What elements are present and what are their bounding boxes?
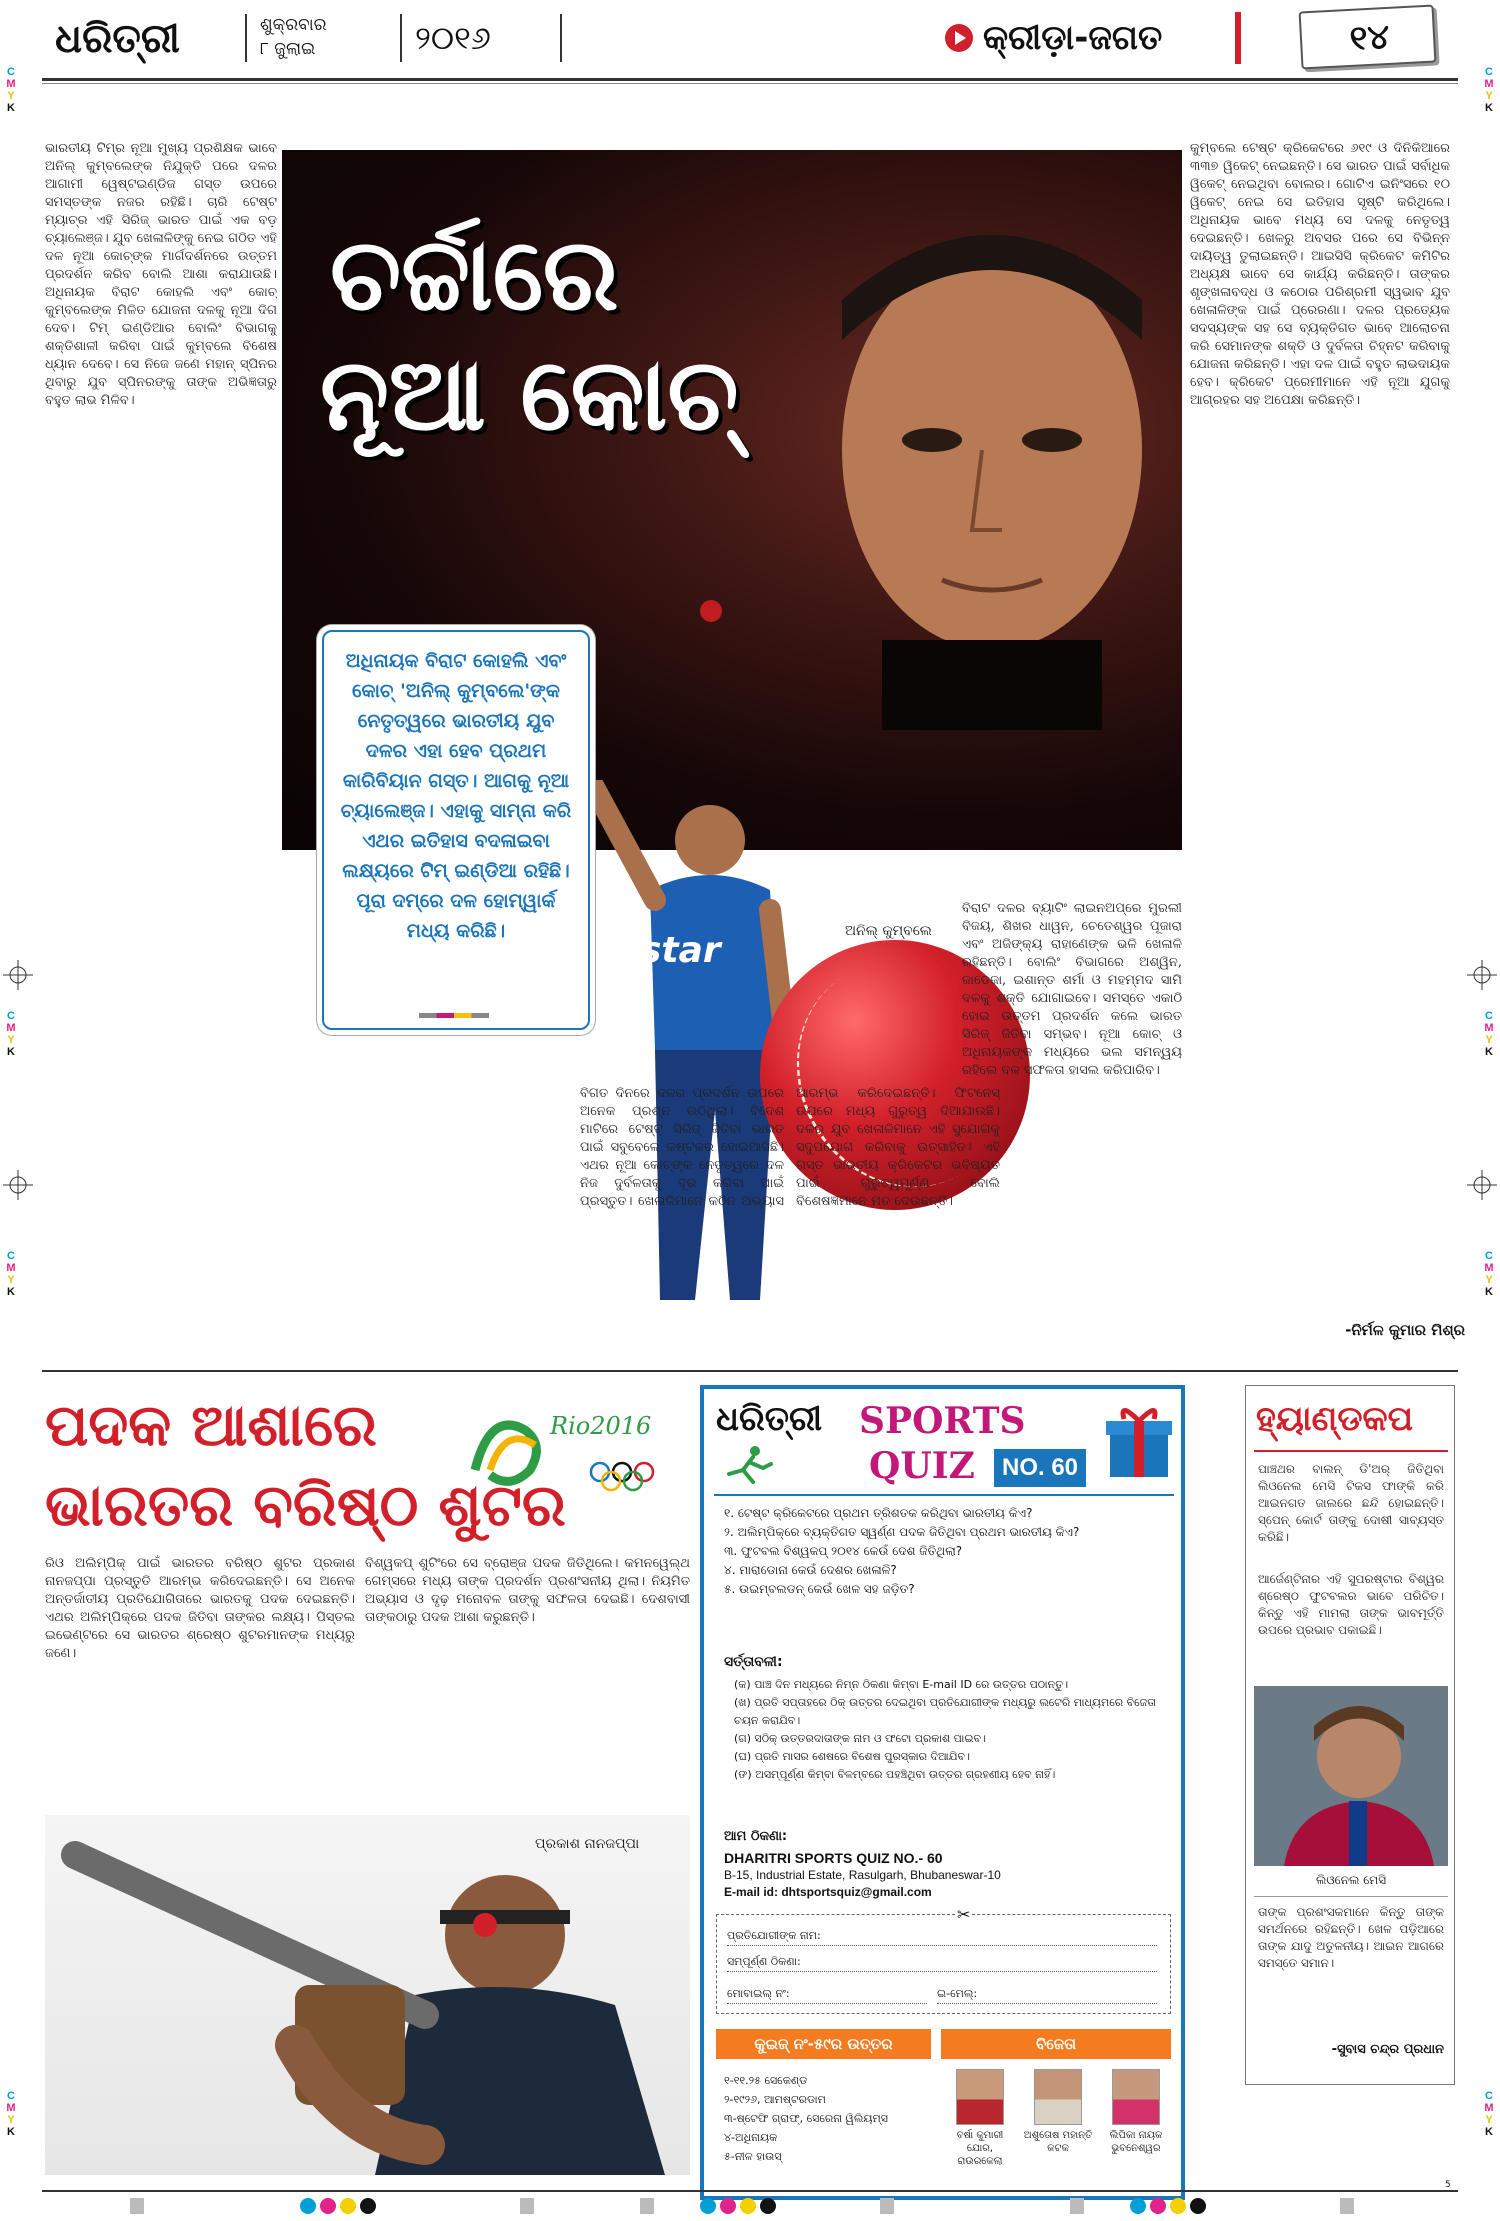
messi-photo: [1254, 1686, 1448, 1866]
winner-photo: [1034, 2069, 1082, 2125]
quiz-rule: (ଙ) ଅସମ୍ପୂର୍ଣ୍ଣ କିମ୍ବା ବିଳମ୍ବରେ ପହଞ୍ଚିଥିବା ଉତ୍ତର ଗ୍ରହଣୀୟ ହେବ ନାହିଁ।: [734, 1768, 1056, 1781]
print-color-bar: [0, 2196, 1500, 2220]
messi-photo-caption: ଲିଓନେଲ ମେସି: [1315, 1873, 1387, 1887]
play-icon: [945, 24, 973, 52]
color-mark-right: C M Y K: [1484, 1010, 1494, 1058]
color-mark-left: C M Y K: [6, 1250, 16, 1298]
color-mark-right: C M Y K: [1484, 66, 1494, 114]
registration-mark-icon: [3, 960, 33, 990]
winner-place: ଯୋର, ରାଉରକେଲା: [957, 2143, 1003, 2167]
quiz-entry-form: [716, 1905, 1171, 2014]
masthead-bottom-rule: [42, 78, 1458, 81]
quiz-rule: (ଘ) ପ୍ରତି ମାସର ଶେଷରେ ବିଶେଷ ପୁରସ୍କାର ଦିଆଯିବ।: [734, 1750, 970, 1763]
quiz-answer: ୫-ନୀଳ ହାଉସ୍: [724, 2150, 782, 2163]
winner-place: ଭୁବନେଶ୍ୱର: [1111, 2143, 1161, 2154]
quiz-address-line2: B-15, Industrial Estate, Rasulgarh, Bhubaneswar-10: [724, 1868, 1001, 1882]
lead-column-3: ବିରାଟ ଦଳର ବ୍ୟାଟିଂ ଲାଇନଅପ୍‌ରେ ମୁରଲୀ ବିଜୟ, ଶିଖର ଧାୱନ, ଚେତେଶ୍ୱର ପୂଜାରା ଏବଂ ଅଜିଙ୍କ୍ୟ ରାହାଣେଙ୍କ ଭଳି ଖେଳାଳି ରହିଛନ୍ତି। ବୋଲିଂ ବିଭାଗରେ ଅଶ୍ୱିନ, ଜାଡେଜା, ଇଶାନ୍ତ ଶର୍ମା ଓ ମହମ୍ମଦ ସାମି ଦଳକୁ ଶକ୍ତି ଯୋଗାଇବେ। ସମସ୍ତେ ଏକାଠି ହୋଇ ଉତ୍ତମ ପ୍ରଦର୍ଶନ କଲେ ଭାରତ ସିରିଜ୍ ଜିତିବା ସମ୍ଭବ। ନୂଆ କୋଚ୍ ଓ ଅଧିନାୟକଙ୍କ ମଧ୍ୟରେ ଭଲ ସମନ୍ୱୟ ରହିଲେ ଦଳ ସଫଳତା ହାସଲ କରିପାରିବ।: [962, 901, 1182, 1078]
section-accent: [1235, 12, 1241, 64]
lead-headline-line2: ନୂଆ କୋଚ୍: [320, 336, 739, 453]
lead-photo-caption: ଅନିଲ୍ କୁମ୍ବଲେ: [845, 923, 932, 939]
handshake-body-1: ପାଞ୍ଚଥର ବାଲନ୍ ଡି'ଅର୍ ଜିତିଥିବା ଲିଓନେଲ ମେସି ଟିକସ ଫାଙ୍କି କରି ଆଇନଗତ ଜାଲରେ ଛନ୍ଦି ହୋଇଛନ୍ତି। ସ୍ପେନ୍ କୋର୍ଟ ତାଙ୍କୁ ଦୋଷୀ ସାବ୍ୟସ୍ତ କରିଛି।: [1258, 1462, 1444, 1544]
form-name-label: ପ୍ରତିଯୋଗୀଙ୍କ ନାମ:: [727, 1929, 821, 1942]
quiz-question: ୧. ଟେଷ୍ଟ କ୍ରିକେଟରେ ପ୍ରଥମ ତ୍ରିଶତକ କରିଥିବା ଭାରତୀୟ କିଏ?: [724, 1506, 1033, 1520]
masthead-divider: [400, 14, 402, 62]
shooter-photo: [45, 1815, 690, 2175]
black-dot: [360, 2198, 376, 2214]
grey-patch: [880, 2198, 894, 2214]
handshake-panel: [1245, 1385, 1455, 2085]
shooting-column-2: ବିଶ୍ୱକପ୍ ଶୁଟିଂରେ ସେ ବ୍ରୋଞ୍ଜ ପଦକ ଜିତିଥିଲେ। କମନୱେଲ୍‌ଥ ଗେମ୍‌ସରେ ମଧ୍ୟ ତାଙ୍କ ପ୍ରଦର୍ଶନ ପ୍ରଶଂସନୀୟ ଥିଲା। ନିୟମିତ ଅଭ୍ୟାସ ଓ ଦୃଢ଼ ମନୋବଳ ତାଙ୍କୁ ସଫଳତା ଦେଇଛି। ଦେଶବାସୀ ତାଙ୍କଠାରୁ ପଦକ ଆଶା କରୁଛନ୍ତି।: [365, 1556, 690, 1625]
form-mobile-field[interactable]: [727, 1985, 927, 2004]
yellow-dot: [740, 2198, 756, 2214]
shooting-column-1: ରିଓ ଅଲିମ୍ପିକ୍ ପାଇଁ ଭାରତର ବରିଷ୍ଠ ଶୁଟର ପ୍ରକାଶ ନାନଜପ୍ପା ପ୍ରସ୍ତୁତି ଆରମ୍ଭ କରିଦେଇଛନ୍ତି। ସେ ଅନେକ ଅନ୍ତର୍ଜାତୀୟ ପ୍ରତିଯୋଗିତାରେ ଭାରତକୁ ପଦକ ଦେଇଛନ୍ତି। ଏଥର ଅଲିମ୍ପିକ୍‌ରେ ପଦକ ଜିତିବା ତାଙ୍କର ଲକ୍ଷ୍ୟ। ପିସ୍ତଲ ଇଭେଣ୍ଟରେ ସେ ଭାରତର ଶ୍ରେଷ୍ଠ ଶୁଟରମାନଙ୍କ ମଧ୍ୟରୁ ଜଣେ।: [45, 1556, 355, 1661]
masthead-day: ଶୁକ୍ରବାର: [260, 15, 327, 35]
magenta-dot: [720, 2198, 736, 2214]
registration-mark-icon: [1467, 960, 1497, 990]
scissors-icon: ✂: [957, 1905, 971, 1924]
grey-patch: [520, 2198, 534, 2214]
form-address-field[interactable]: [727, 1953, 1157, 1972]
registration-mark-icon: [1467, 1170, 1497, 1200]
cyan-dot: [700, 2198, 716, 2214]
color-mark-left: C M Y K: [6, 66, 16, 114]
winner-name: ବର୍ଷା କୁମାରୀ: [956, 2130, 1004, 2141]
winners-title: ବିଜେତା: [1035, 2035, 1077, 2053]
lead-headline: [320, 215, 780, 455]
masthead-year: ୨୦୧୬: [415, 19, 491, 57]
handshake-body-3: ତାଙ୍କ ପ୍ରଶଂସକମାନେ କିନ୍ତୁ ତାଙ୍କ ସମର୍ଥନରେ ରହିଛନ୍ତି। ଖେଳ ପଡ଼ିଆରେ ତାଙ୍କ ଯାଦୁ ଅତୁଳନୀୟ। ଆଇନ ଆଗରେ ସମସ୍ତେ ସମାନ।: [1258, 1905, 1444, 1970]
small-ball-icon: [700, 600, 722, 622]
quiz-question: ୨. ଅଲିମ୍ପିକ୍‌ରେ ବ୍ୟକ୍ତିଗତ ସ୍ୱର୍ଣ୍ଣ ପଦକ ଜିତିଥିବା ପ୍ରଥମ ଭାରତୀୟ କିଏ?: [724, 1525, 1080, 1539]
winner-card: [1022, 2069, 1094, 2155]
quiz-answer: ୪-ଅଧିନାୟକ: [724, 2131, 778, 2144]
winner-name: ଲିପିକା ନାୟକ: [1109, 2130, 1163, 2141]
quiz-question: ୩. ଫୁଟବଲ ବିଶ୍ୱକପ୍ ୨୦୧୪ କେଉଁ ଦେଶ ଜିତିଥିଲା?: [724, 1544, 963, 1558]
runner-icon: [719, 1444, 779, 1484]
gift-box-icon: [1104, 1401, 1174, 1481]
lead-byline: -ନିର୍ମଳ କୁମାର ମିଶ୍ର: [1345, 1321, 1465, 1339]
winner-place: କଟକ: [1047, 2143, 1069, 2154]
answers-title-bar: [716, 2029, 931, 2059]
handshake-body-3-rule: [1254, 1896, 1448, 1897]
winner-card: [1100, 2069, 1172, 2155]
lead-column-4: କୁମ୍ବଲେ ଟେଷ୍ଟ କ୍ରିକେଟରେ ୬୧୯ ଓ ଦିନିକିଆରେ ୩୩୭ ୱିକେଟ୍ ନେଇଛନ୍ତି। ସେ ଭାରତ ପାଇଁ ସର୍ବାଧିକ ୱିକେଟ୍ ନେଇଥିବା ବୋଲର। ଗୋଟିଏ ଇନିଂସରେ ୧୦ ୱିକେଟ୍ ନେଇ ସେ ଇତିହାସ ସୃଷ୍ଟି କରିଥିଲେ। ଅଧିନାୟକ ଭାବେ ମଧ୍ୟ ସେ ଦଳକୁ ନେତୃତ୍ୱ ଦେଇଛନ୍ତି। ଖେଳରୁ ଅବସର ପରେ ସେ ବିଭିନ୍ନ ଦାୟିତ୍ୱ ତୁଲାଇଛନ୍ତି। ଆଇସିସି କ୍ରିକେଟ କମିଟିର ଅଧ୍ୟକ୍ଷ ଭାବେ ସେ କାର୍ଯ୍ୟ କରିଛନ୍ତି। ତାଙ୍କର ଶୃଙ୍ଖଳାବଦ୍ଧ ଓ କଠୋର ପରିଶ୍ରମୀ ସ୍ୱଭାବ ଯୁବ ଖେଳାଳିଙ୍କ ପାଇଁ ପ୍ରେରଣା। ଦଳର ପ୍ରତ୍ୟେକ ସଦସ୍ୟଙ୍କ ସହ ସେ ବ୍ୟକ୍ତିଗତ ଭାବେ ଆଲୋଚନା କରି ସେମାନଙ୍କ ଶକ୍ତି ଓ ଦୁର୍ବଳତା ଚିହ୍ନଟ କରିବାକୁ ଯୋଜନା କରିଛନ୍ତି। ଏହା ଦଳ ପାଇଁ ବହୁତ ଲାଭଦାୟକ ହେବ। କ୍ରିକେଟ ପ୍ରେମୀମାନେ ଏହି ନୂଆ ଯୁଗକୁ ଆଗ୍ରହର ସହ ଅପେକ୍ଷା କରିଛନ୍ତି।: [1190, 141, 1450, 408]
grey-patch: [1340, 2198, 1354, 2214]
winner-photo: [1112, 2069, 1160, 2125]
lead-column-1: ଭାରତୀୟ ଟିମ୍‌ର ନୂଆ ମୁଖ୍ୟ ପ୍ରଶିକ୍ଷକ ଭାବେ ଅନିଲ୍ କୁମ୍ବଲେଙ୍କ ନିଯୁକ୍ତି ପରେ ଦଳର ଆଗାମୀ ୱେଷ୍ଟଇଣ୍ଡିଜ ଗସ୍ତ ଉପରେ ସମସ୍ତଙ୍କ ନଜର ରହିଛି। ଚାରି ଟେଷ୍ଟ ମ୍ୟାଚ୍‌ର ଏହି ସିରିଜ୍ ଭାରତ ପାଇଁ ଏକ ବଡ଼ ଚ୍ୟାଲେଞ୍ଜ। ଯୁବ ଖେଳାଳିଙ୍କୁ ନେଇ ଗଠିତ ଏହି ଦଳ ନୂଆ କୋଚ୍‌ଙ୍କ ମାର୍ଗଦର୍ଶନରେ ଉତ୍ତମ ପ୍ରଦର୍ଶନ କରିବ ବୋଲି ଆଶା କରାଯାଉଛି। ଅଧିନାୟକ ବିରାଟ କୋହଲି ଏବଂ କୋଚ୍ କୁମ୍ବଲେଙ୍କ ମିଳିତ ଯୋଜନା ଦଳକୁ ନୂଆ ଦିଗ ଦେବ। ଟିମ୍ ଇଣ୍ଡିଆର ବୋଲିଂ ବିଭାଗକୁ ଶକ୍ତିଶାଳୀ କରିବା ପାଇଁ କୁମ୍ବଲେ ବିଶେଷ ଧ୍ୟାନ ଦେବେ। ସେ ନିଜେ ଜଣେ ମହାନ୍ ସ୍ପିନର ଥିବାରୁ ଯୁବ ସ୍ପିନରଙ୍କୁ ତାଙ୍କ ଅଭିଜ୍ଞତାରୁ ବହୁତ ଲାଭ ମିଳିବ।: [45, 141, 277, 408]
quiz-answer: ୩-ଷ୍ଟେଫି ଗ୍ରାଫ୍, ସେରେନା ୱିଲିୟମ୍ସ: [724, 2112, 888, 2125]
coach-portrait: [802, 210, 1162, 730]
page-number: ୧୪: [1348, 16, 1391, 59]
quiz-title-quiz: QUIZ: [869, 1445, 975, 1487]
quiz-logo: ଧରିତ୍ରୀ: [716, 1399, 823, 1439]
quiz-rule: (ଖ) ପ୍ରତି ସପ୍ତାହରେ ଠିକ୍ ଉତ୍ତର ଦେଇଥିବା ପ୍ରତିଯୋଗୀଙ୍କ ମଧ୍ୟରୁ ଲଟେରି ମାଧ୍ୟମରେ ବିଜେତା ଚୟନ କରାଯିବ।: [734, 1696, 1156, 1727]
masthead-bottom-rule-thin: [42, 83, 1458, 84]
form-mobile-label: ମୋବାଇଲ୍ ନଂ:: [727, 1987, 790, 2000]
footer-rule: [42, 2190, 1458, 2192]
quiz-answer: ୨-୧୯୨୬, ଆମଷ୍ଟରଡାମ: [724, 2093, 826, 2106]
color-mark-right: C M Y K: [1484, 1250, 1494, 1298]
yellow-dot: [340, 2198, 356, 2214]
pull-quote-text: ଅଧିନାୟକ ବିରାଟ କୋହଲି ଏବଂ କୋଚ୍ 'ଅନିଲ୍ କୁମ୍ବଲେ'ଙ୍କ ନେତୃତ୍ୱରେ ଭାରତୀୟ ଯୁବ ଦଳର ଏହା ହେବ ପ୍ରଥମ କାରିବିୟାନ ଗସ୍ତ। ଆଗକୁ ନୂଆ ଚ୍ୟାଲେଞ୍ଜ। ଏହାକୁ ସାମ୍ନା କରି ଏଥର ଇତିହାସ ବଦଳାଇବା ଲକ୍ଷ୍ୟରେ ଟିମ୍ ଇଣ୍ଡିଆ ରହିଛି। ପୂରା ଦମ୍‌ରେ ଦଳ ହୋମ୍‌ୱାର୍କ ମଧ୍ୟ କରିଛି।: [340, 650, 572, 942]
grey-patch: [640, 2198, 654, 2214]
quiz-title-sports: SPORTS: [859, 1400, 1026, 1442]
sports-quiz-panel: [700, 1385, 1185, 2200]
form-email-field[interactable]: [937, 1985, 1157, 2004]
masthead-divider: [560, 14, 562, 62]
shooting-headline-line1: ପଦକ ଆଶାରେ: [45, 1391, 377, 1459]
color-mark-right: C M Y K: [1484, 2090, 1494, 2138]
grey-patch: [130, 2198, 144, 2214]
cyan-dot: [1130, 2198, 1146, 2214]
winner-photo: [956, 2069, 1004, 2125]
jersey-logo: star: [640, 930, 721, 971]
quiz-question: ୫. ଉଇମ୍ବଲଡନ୍ କେଉଁ ଖେଳ ସହ ଜଡ଼ିତ?: [724, 1582, 915, 1596]
magenta-dot: [1150, 2198, 1166, 2214]
winners-title-bar: [941, 2029, 1171, 2059]
masthead: [55, 8, 1440, 70]
quiz-questions: [724, 1504, 1174, 1599]
winner-name: ଅଶୁତୋଷ ମହାନ୍ତି: [1023, 2130, 1093, 2141]
quiz-rules: [734, 1676, 1174, 1784]
form-address-label: ସମ୍ପୂର୍ଣ୍ଣ ଠିକଣା:: [727, 1955, 801, 1968]
quiz-address-line1: DHARITRI SPORTS QUIZ NO.- 60: [724, 1850, 943, 1866]
shooter-photo-caption: ପ୍ରକାଶ ନାନଜପ୍ପା: [535, 1836, 640, 1852]
pull-quote-box: [322, 630, 590, 1030]
quiz-rule: (କ) ପାଞ୍ଚ ଦିନ ମଧ୍ୟରେ ନିମ୍ନ ଠିକଣା କିମ୍ବା E-mail ID ରେ ଉତ୍ତର ପଠାନ୍ତୁ।: [734, 1678, 1069, 1691]
quiz-answer: ୧-୧୧.୨୫ ସେକେଣ୍ଡ: [724, 2074, 808, 2087]
color-mark-left: C M Y K: [6, 2090, 16, 2138]
handshake-byline: -ସୁବାସ ଚନ୍ଦ୍ର ପ୍ରଧାନ: [1331, 2042, 1444, 2057]
magenta-dot: [320, 2198, 336, 2214]
pull-quote-color-bar: [419, 1013, 489, 1018]
page-number-tag: [1299, 5, 1437, 70]
handshake-title: ହ୍ୟାଣ୍ଡକପ: [1256, 1399, 1414, 1439]
masthead-logo: ଧରିତ୍ରୀ: [55, 16, 180, 62]
quiz-number: NO. 60: [1001, 1454, 1079, 1481]
grey-patch: [1070, 2198, 1084, 2214]
yellow-dot: [1170, 2198, 1186, 2214]
quiz-number-badge: [994, 1449, 1086, 1487]
quiz-address-line3: E-mail id: dhtsportsquiz@gmail.com: [724, 1885, 932, 1899]
form-email-label: ଇ-ମେଲ୍:: [937, 1987, 978, 2000]
quiz-header-rule: [714, 1494, 1174, 1496]
quiz-question: ୪. ମାରାଡୋନା କେଉଁ ଦେଶର ଖେଳାଳି?: [724, 1563, 897, 1577]
quiz-rules-title: ସର୍ତ୍ତାବଳୀ:: [724, 1654, 783, 1670]
winner-card: [944, 2069, 1016, 2168]
black-dot: [1190, 2198, 1206, 2214]
section-title: କ୍ରୀଡ଼ା-ଜଗତ: [983, 18, 1163, 58]
black-dot: [760, 2198, 776, 2214]
quiz-rule: (ଗ) ସଠିକ୍ ଉତ୍ତରଦାତାଙ୍କ ନାମ ଓ ଫଟୋ ପ୍ରକାଶ ପାଇବ।: [734, 1732, 986, 1745]
section-divider: [42, 1370, 1458, 1372]
quiz-answers-list: [724, 2071, 929, 2166]
lead-headline-line1: ଚର୍ଚ୍ଚାରେ: [330, 216, 619, 333]
registration-mark-icon: [3, 1170, 33, 1200]
handshake-title-rule: [1254, 1450, 1448, 1452]
handshake-body-2: ଆର୍ଜେଣ୍ଟିନାର ଏହି ସୁପରଷ୍ଟାର ବିଶ୍ୱର ଶ୍ରେଷ୍ଠ ଫୁଟବଲର ଭାବେ ପରିଚିତ। କିନ୍ତୁ ଏହି ମାମଲା ତାଙ୍କ ଭାବମୂର୍ତ୍ତି ଉପରେ ପ୍ରଭାବ ପକାଇଛି।: [1258, 1572, 1444, 1637]
rio-logo-text: Rio2016: [550, 1412, 652, 1440]
footer-page-mark: 5: [1445, 2180, 1451, 2190]
lead-column-2: ବିଗତ ଦିନରେ ଦଳର ପ୍ରଦର୍ଶନ ଉପରେ ଅନେକ ପ୍ରଶ୍ନ ଉଠିଥିଲା। ବିଦେଶ ମାଟିରେ ଟେଷ୍ଟ ସିରିଜ୍ ଜିତିବା ଭାରତ ପାଇଁ ସବୁବେଳେ କଷ୍ଟକର ହୋଇଆସିଛି। ଏଥର ନୂଆ କୋଚ୍‌ଙ୍କ ନେତୃତ୍ୱରେ ଦଳ ନିଜ ଦୁର୍ବଳତାକୁ ଦୂର କରିବା ପାଇଁ ପ୍ରସ୍ତୁତ। ଖେଳାଳିମାନେ କଠିନ ଅଭ୍ୟାସ ଆରମ୍ଭ କରିଦେଇଛନ୍ତି। ଫିଟନେସ୍ ଉପରେ ମଧ୍ୟ ଗୁରୁତ୍ୱ ଦିଆଯାଉଛି। ଦଳର ଯୁବ ଖେଳାଳିମାନେ ଏହି ସୁଯୋଗକୁ ସଦୁପଯୋଗ କରିବାକୁ ଉତ୍ସାହିତ। ଏହି ଗସ୍ତ ଭାରତୀୟ କ୍ରିକେଟର ଭବିଷ୍ୟତ ପାଇଁ ଗୁରୁତ୍ୱପୂର୍ଣ୍ଣ ବୋଲି ବିଶେଷଜ୍ଞମାନେ ମତ ଦେଉଛନ୍ତି।: [580, 1086, 1000, 1209]
masthead-divider: [245, 14, 247, 62]
cyan-dot: [300, 2198, 316, 2214]
quiz-address-title: ଆମ ଠିକଣା:: [724, 1829, 788, 1844]
form-name-field[interactable]: [727, 1927, 1157, 1946]
masthead-date: ୮ ଜୁଲାଇ: [260, 39, 316, 59]
shooting-headline-line2: ଭାରତର ବରିଷ୍ଠ ଶୁଟର: [45, 1471, 566, 1539]
rio-2016-logo: [470, 1400, 690, 1495]
color-mark-left: C M Y K: [6, 1010, 16, 1058]
answers-title: କୁଇଜ୍ ନଂ-୫୯ର ଉତ୍ତର: [754, 2035, 893, 2053]
